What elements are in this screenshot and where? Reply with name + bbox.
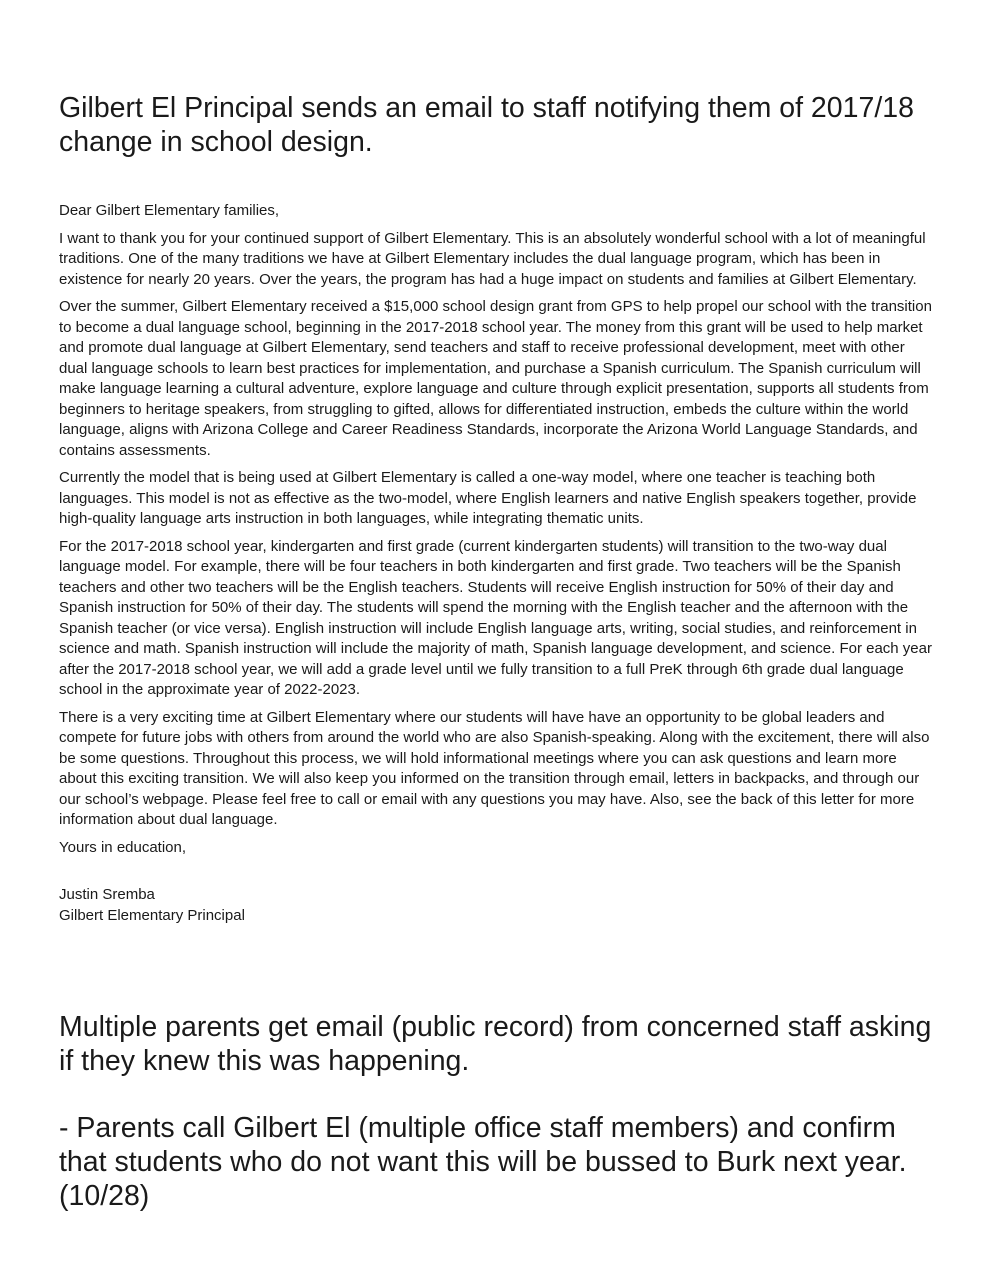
letter-paragraph: There is a very exciting time at Gilbert Elementary where our students will have have an opportunity to be global leaders and compete for future jobs with others from around the world who are also Spanish-speaking. Along with the excitement, there will also be some questions. Throughout this process, we will hold informational meetings where you can ask questions and learn more about this exciting transition. We will also keep you informed on the transition through email, letters in backpacks, and through our our school’s webpage. Please feel free to call or email with any questions you may have. Also, see the back of this letter for more information about dual language. — [59, 708, 930, 828]
letter-paragraph: Over the summer, Gilbert Elementary received a $15,000 school design grant from GPS to help propel our school with the transition to become a dual language school, beginning in the 2017-2018 school year. The money from this grant will be used to help market and promote dual language at Gilbert Elementary, send teachers and staff to receive professional development, meet with other dual language schools to learn best practices for implementation, and purchase a Spanish curriculum. The Spanish curriculum will make language learning a cultural adventure, explore language and culture through explicit presentation, supports all students from beginners to heritage speakers, from struggling to gifted, allows for differentiated instruction, embeds the culture within the world language, aligns with Arizona College and Career Readiness Standards, incorporate the Arizona World Language Standards, and contains assessments. — [59, 298, 932, 459]
signature-title: Gilbert Elementary Principal — [59, 906, 245, 924]
signature-name: Justin Sremba — [59, 886, 155, 903]
parents-call-heading: - Parents call Gilbert El (multiple office staff members) and confirm that students who do not want this will be bussed to Burk next year. (10/28) — [59, 1112, 907, 1212]
letter-paragraph: For the 2017-2018 school year, kindergarten and first grade (current kindergarten students) will transition to the two-way dual language model. For example, there will be four teachers in both kindergarten and first grade. Two teachers will be the Spanish teachers and other two teachers will be the English teachers. Students will receive English instruction for 50% of their day and Spanish instruction for 50% of their day. The students will spend the morning with the English teacher and the afternoon with the Spanish teacher (or vice versa). English instruction will include English language arts, writing, social studies, and reinforcement in science and math. Spanish instruction will include the majority of math, Spanish language development, and science. For each year after the 2017-2018 school year, we will add a grade level until we fully transition to a full PreK through 6th grade dual language school in the approximate year of 2022-2023. — [59, 537, 932, 698]
email-notice-heading: Gilbert El Principal sends an email to staff notifying them of 2017/18 change in school design. — [59, 92, 914, 158]
letter-paragraph: I want to thank you for your continued support of Gilbert Elementary. This is an absolutely wonderful school with a lot of meaningful traditions. One of the many traditions we have at Gilbert Elementary includes the dual language program, which has been in existence for nearly 20 years. Over the years, the program has had a huge impact on students and families at Gilbert Elementary. — [59, 229, 926, 288]
parents-email-heading: Multiple parents get email (public record) from concerned staff asking if they knew this was happening. — [59, 1011, 932, 1077]
letter-paragraph: Currently the model that is being used at Gilbert Elementary is called a one-way model, where one teacher is teaching both languages. This model is not as effective as the two-model, where English learners and native English speakers together, provide high-quality language arts instruction in both languages, while integrating thematic units. — [59, 469, 917, 527]
letter-closing: Yours in education, — [59, 838, 187, 856]
letter-salutation: Dear Gilbert Elementary families, — [59, 202, 280, 219]
principal-letter — [59, 201, 937, 933]
letter-signature — [59, 885, 937, 926]
